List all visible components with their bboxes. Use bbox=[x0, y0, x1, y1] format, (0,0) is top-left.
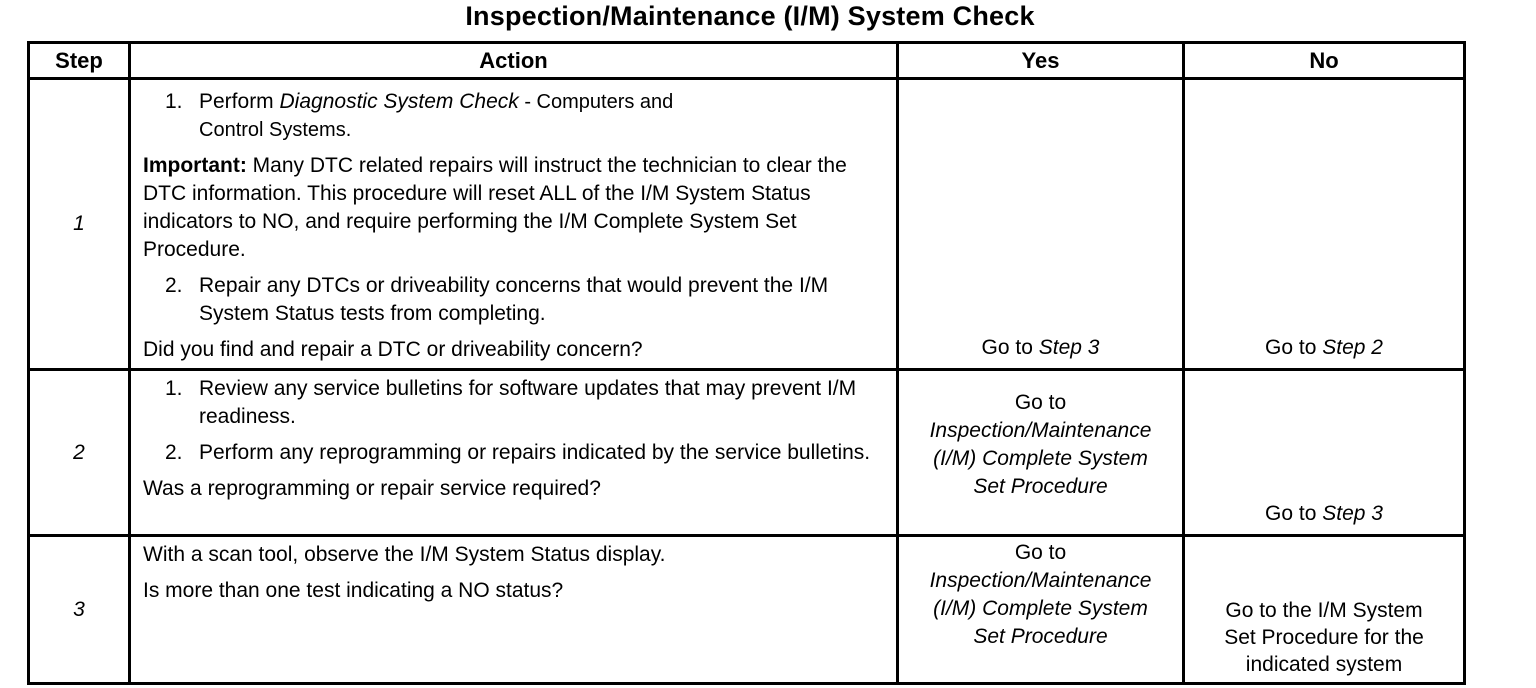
important-text: Many DTC related repairs will instruct the technician to clear the DTC information. This procedure will reset ALL of the I/M System Status indicators to NO, and require performing the I/M Complete System Set Procedure. bbox=[143, 154, 847, 261]
step-link[interactable]: Step 3 bbox=[1038, 336, 1100, 359]
step-number: 2 bbox=[29, 370, 130, 536]
procedure-link[interactable]: Diagnostic System Check bbox=[279, 90, 519, 113]
no-cell bbox=[1184, 536, 1465, 684]
procedure-link[interactable]: Set Procedure bbox=[973, 625, 1108, 648]
step-number: 1 bbox=[29, 79, 130, 370]
procedure-link[interactable]: (I/M) Complete System bbox=[933, 447, 1148, 470]
action-item bbox=[165, 272, 884, 328]
procedure-link[interactable]: (I/M) Complete System bbox=[933, 597, 1148, 620]
step-number: 3 bbox=[29, 536, 130, 684]
result-text: Go to bbox=[981, 336, 1039, 359]
important-note bbox=[143, 152, 884, 264]
action-cell bbox=[130, 370, 898, 536]
item-number: 2. bbox=[165, 441, 183, 464]
no-result bbox=[1185, 500, 1463, 534]
action-text: With a scan tool, observe the I/M System Status display. bbox=[143, 543, 666, 566]
important-label: Important: bbox=[143, 154, 247, 177]
yes-cell bbox=[898, 79, 1184, 370]
result-text: Go to the I/M System bbox=[1225, 599, 1423, 622]
result-text: Go to bbox=[1265, 502, 1323, 525]
table-row bbox=[29, 370, 1465, 536]
item-text: - Computers and bbox=[518, 91, 674, 113]
step-question: Was a reprogramming or repair service required? bbox=[143, 477, 601, 500]
step-question: Is more than one test indicating a NO status? bbox=[143, 579, 564, 602]
action-cell bbox=[130, 536, 898, 684]
procedure-link[interactable]: Inspection/Maintenance bbox=[929, 419, 1152, 442]
yes-result-prefix: Go to bbox=[1014, 391, 1067, 414]
no-result bbox=[1185, 597, 1463, 682]
action-cell bbox=[130, 79, 898, 370]
action-item bbox=[165, 439, 884, 467]
item-number: 1. bbox=[165, 90, 183, 113]
item-text: Review any service bulletins for software updates that may prevent I/M readiness. bbox=[199, 377, 857, 428]
item-number: 2. bbox=[165, 274, 183, 297]
result-text: Go to bbox=[1265, 336, 1323, 359]
action-item bbox=[165, 375, 884, 431]
yes-result-prefix: Go to bbox=[1014, 541, 1067, 564]
item-text: Perform bbox=[199, 90, 280, 113]
table-row bbox=[29, 536, 1465, 684]
no-cell bbox=[1184, 370, 1465, 536]
system-check-table bbox=[27, 41, 1466, 685]
item-number: 1. bbox=[165, 377, 183, 400]
yes-cell bbox=[898, 370, 1184, 536]
no-result bbox=[1185, 334, 1463, 368]
no-cell bbox=[1184, 79, 1465, 370]
table-row bbox=[29, 79, 1465, 370]
table-header-row bbox=[29, 43, 1465, 79]
step-question: Did you find and repair a DTC or driveability concern? bbox=[143, 338, 643, 361]
step-link[interactable]: Step 2 bbox=[1322, 336, 1383, 359]
procedure-link[interactable]: Set Procedure bbox=[973, 475, 1108, 498]
step-link[interactable]: Step 3 bbox=[1322, 502, 1383, 525]
item-text: Repair any DTCs or driveability concerns that would prevent the I/M System Status tests from completing. bbox=[199, 274, 829, 325]
header-no: No bbox=[1184, 43, 1465, 79]
header-step: Step bbox=[29, 43, 130, 79]
item-text: Control Systems. bbox=[199, 119, 352, 141]
page-title: Inspection/Maintenance (I/M) System Check bbox=[465, 1, 1035, 31]
header-yes: Yes bbox=[898, 43, 1184, 79]
procedure-link[interactable]: Inspection/Maintenance bbox=[929, 569, 1152, 592]
yes-result bbox=[899, 334, 1182, 368]
result-text: Set Procedure for the bbox=[1224, 626, 1424, 649]
item-text: Perform any reprogramming or repairs indicated by the service bulletins. bbox=[199, 441, 871, 464]
action-item bbox=[165, 88, 884, 144]
yes-cell bbox=[898, 536, 1184, 684]
result-text: indicated system bbox=[1245, 653, 1403, 676]
header-action: Action bbox=[130, 43, 898, 79]
